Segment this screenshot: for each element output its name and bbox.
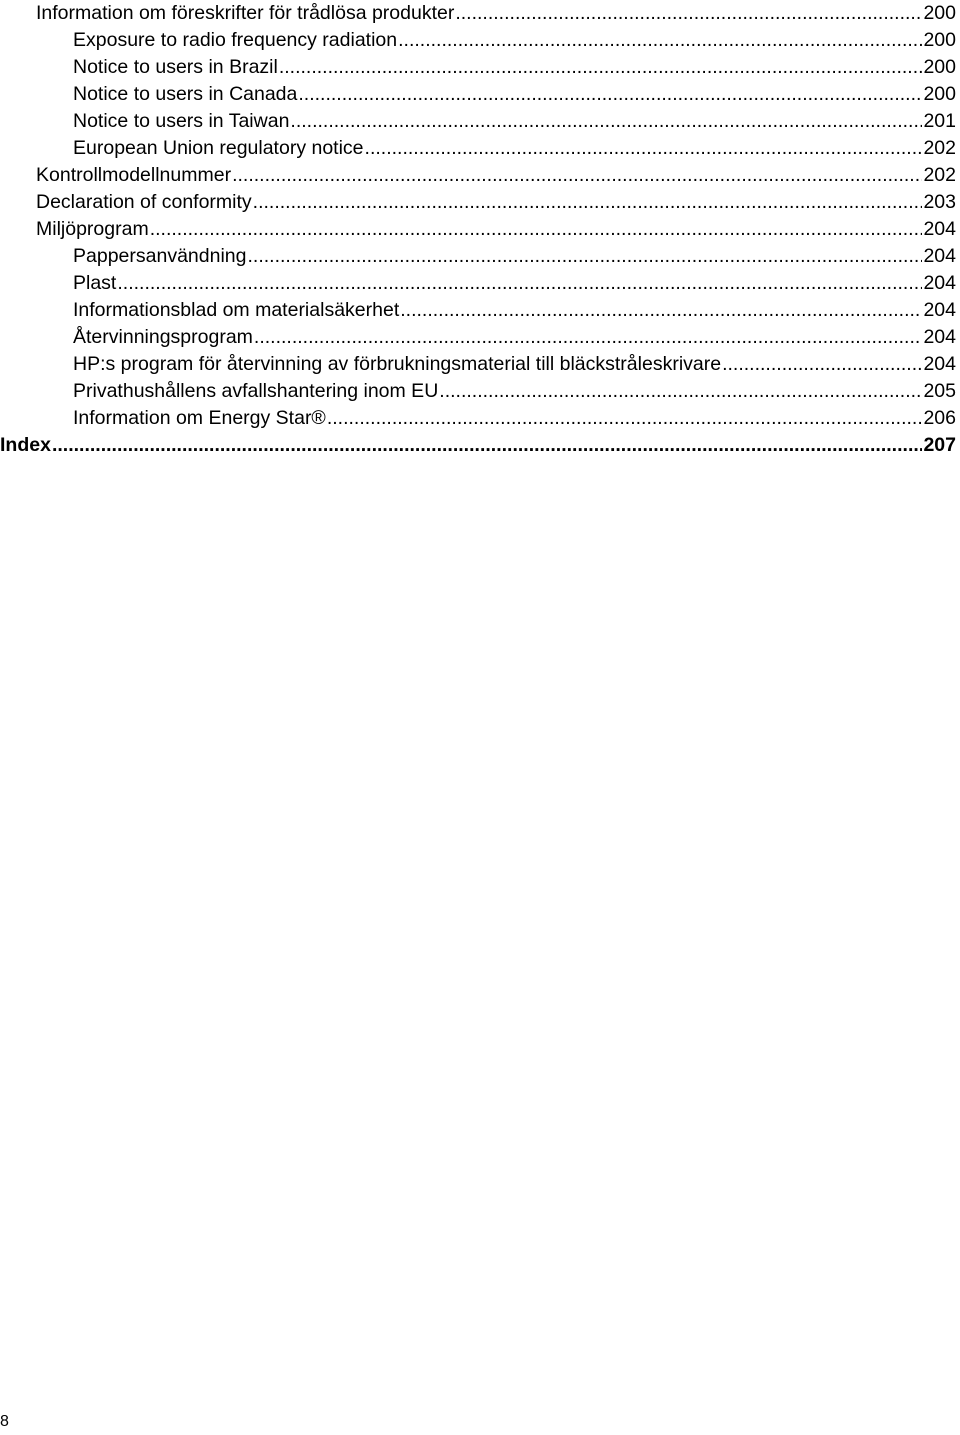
toc-entry-title: Notice to users in Brazil [73,56,278,78]
toc-dot-leader [398,27,922,54]
toc-dot-leader [327,405,923,432]
toc-dot-leader [232,162,922,189]
toc-entry-page-number: 205 [923,380,956,402]
toc-entry[interactable] [0,54,956,81]
toc-dot-leader [150,216,923,243]
toc-entry-title: Informationsblad om materialsäkerhet [73,299,400,321]
toc-entry[interactable] [0,324,956,351]
toc-entry-title: Declaration of conformity [36,191,252,213]
toc-dot-leader [117,270,922,297]
toc-entry-title: Pappersanvändning [73,245,247,267]
toc-entry[interactable] [0,135,956,162]
toc-entry[interactable] [0,0,956,27]
toc-entry[interactable] [0,108,956,135]
toc-entry-title: Exposure to radio frequency radiation [73,29,398,51]
page-number: 8 [0,1413,9,1430]
toc-dot-leader [298,81,922,108]
toc-dot-leader [247,243,922,270]
toc-dot-leader [279,54,923,81]
toc-entry[interactable] [0,351,956,378]
toc-entry-page-number: 204 [923,218,956,240]
toc-entry-page-number: 201 [923,110,956,132]
toc-entry-title: Återvinningsprogram [73,326,253,348]
toc-entry[interactable] [0,216,956,243]
toc-entry-page-number: 204 [923,353,956,375]
toc-entry-title: Plast [73,272,117,294]
toc-entry-title: Information om Energy Star® [73,407,326,429]
toc-dot-leader [290,108,922,135]
toc-entry-title: Notice to users in Taiwan [73,110,290,132]
toc-entry-title: Kontrollmodellnummer [36,164,232,186]
toc-dot-leader [52,432,923,459]
toc-entry[interactable] [0,189,956,216]
toc-entry-title: HP:s program för återvinning av förbrukningsmaterial till bläckstråleskrivare [73,353,722,375]
toc-entry-page-number: 202 [923,137,956,159]
toc-dot-leader [254,324,923,351]
toc-entry[interactable] [0,81,956,108]
toc-entry[interactable] [0,297,956,324]
toc-entry-title: Miljöprogram [36,218,149,240]
toc-dot-leader [722,351,922,378]
toc-entry-title: Privathushållens avfallshantering inom EU [73,380,439,402]
toc-entry[interactable] [0,270,956,297]
toc-entry[interactable] [0,405,956,432]
toc-entry-page-number: 207 [923,434,956,456]
toc-entry-page-number: 203 [923,191,956,213]
toc-entry-page-number: 200 [923,83,956,105]
toc-dot-leader [400,297,922,324]
toc-dot-leader [439,378,922,405]
toc-dot-leader [365,135,923,162]
toc-entry-title: European Union regulatory notice [73,137,364,159]
toc-entry[interactable] [0,378,956,405]
toc-entry-page-number: 204 [923,326,956,348]
toc-entry-page-number: 204 [923,245,956,267]
toc-entry[interactable] [0,243,956,270]
toc-entry-title: Information om föreskrifter för trådlösa produkter [36,2,455,24]
toc-entry[interactable] [0,162,956,189]
toc-entry[interactable] [0,432,956,459]
toc-entry-page-number: 202 [923,164,956,186]
toc-entry[interactable] [0,27,956,54]
toc-entry-page-number: 200 [923,29,956,51]
toc-dot-leader [455,0,922,27]
toc-entry-page-number: 206 [923,407,956,429]
toc-dot-leader [253,189,923,216]
toc-entry-title: Notice to users in Canada [73,83,298,105]
toc-entry-page-number: 204 [923,299,956,321]
toc-entry-page-number: 200 [923,2,956,24]
toc-entry-page-number: 204 [923,272,956,294]
toc-entry-page-number: 200 [923,56,956,78]
toc-entry-title: Index [0,434,51,456]
